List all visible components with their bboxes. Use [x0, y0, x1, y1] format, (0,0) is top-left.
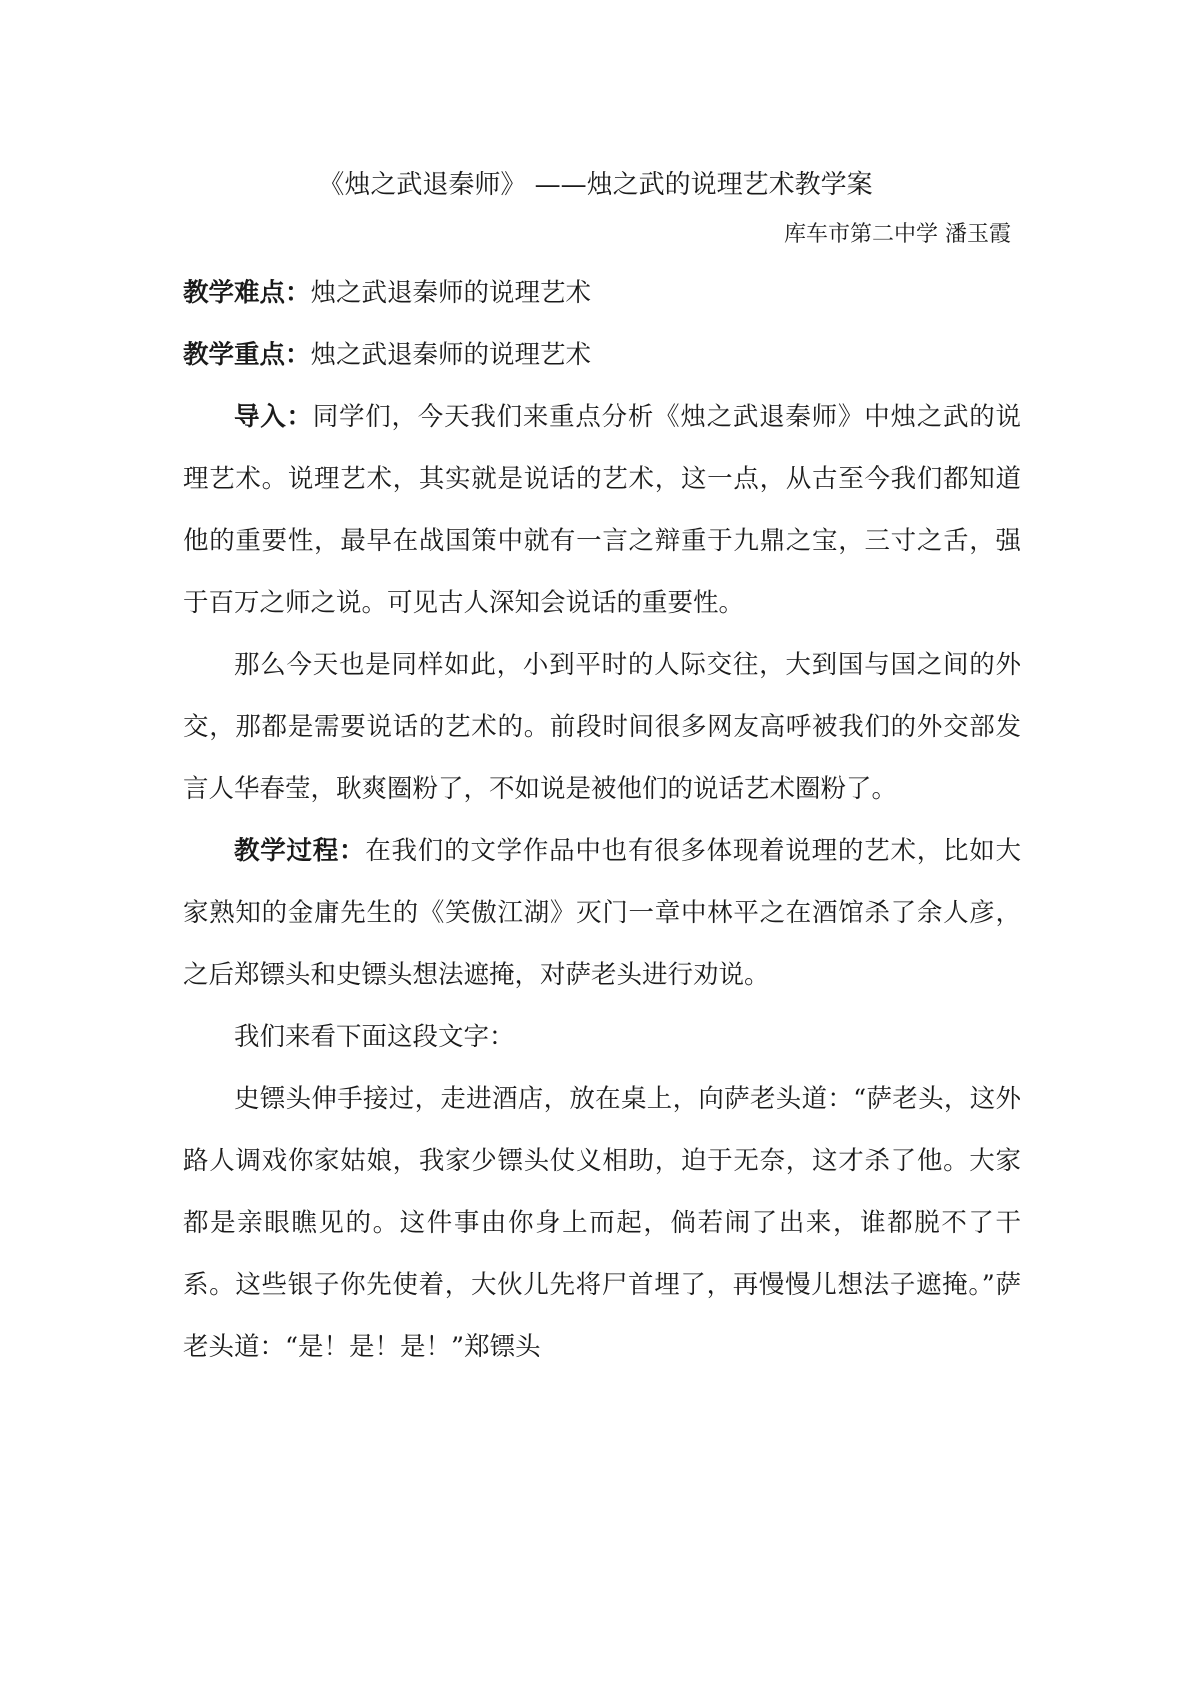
- author-line: 库车市第二中学 潘玉霞: [784, 222, 1011, 247]
- intro-paragraph: [183, 386, 1021, 634]
- intro-label: 导入：: [234, 402, 313, 432]
- document-body: [183, 262, 1021, 1378]
- key-point-text: 烛之武退秦师的说理艺术: [310, 340, 592, 370]
- process-label: 教学过程：: [234, 836, 366, 866]
- process-text: 在我们的文学作品中也有很多体现着说理的艺术，比如大家熟知的金庸先生的《笑傲江湖》灭门一章中林平之在酒馆杀了余人彦，之后郑镖头和史镖头想法遮掩，对萨老头进行劝说。: [183, 836, 1021, 990]
- lead-in-paragraph: 我们来看下面这段文字：: [234, 1022, 515, 1052]
- difficulty-label: 教学难点：: [183, 278, 311, 308]
- key-point-paragraph: [183, 324, 1021, 386]
- key-point-label: 教学重点：: [183, 340, 311, 370]
- diplomacy-paragraph: 那么今天也是同样如此，小到平时的人际交往，大到国与国之间的外交，那都是需要说话的艺术的。前段时间很多网友高呼被我们的外交部发言人华春莹，耿爽圈粉了，不如说是被他们的说话艺术圈粉了。: [183, 650, 1021, 804]
- quoted-passage-paragraph: 史镖头伸手接过，走进酒店，放在桌上，向萨老头道：“萨老头，这外路人调戏你家姑娘，我家少镖头仗义相助，迫于无奈，这才杀了他。大家都是亲眼瞧见的。这件事由你身上而起，倘若闹了出来，谁都脱不了干系。这些银子你先使着，大伙儿先将尸首埋了，再慢慢儿想法子遮掩。”萨老头道：“是！是！是！”郑镖头: [183, 1084, 1021, 1362]
- difficulty-paragraph: [183, 262, 1021, 324]
- document-title: 《烛之武退秦师》 ——烛之武的说理艺术教学案: [318, 170, 873, 200]
- difficulty-text: 烛之武退秦师的说理艺术: [310, 278, 592, 308]
- intro-text: 同学们，今天我们来重点分析《烛之武退秦师》中烛之武的说理艺术。说理艺术，其实就是说话的艺术，这一点，从古至今我们都知道他的重要性，最早在战国策中就有一言之辩重于九鼎之宝，三寸之舌，强于百万之师之说。可见古人深知会说话的重要性。: [183, 402, 1021, 618]
- process-paragraph: [183, 820, 1021, 1006]
